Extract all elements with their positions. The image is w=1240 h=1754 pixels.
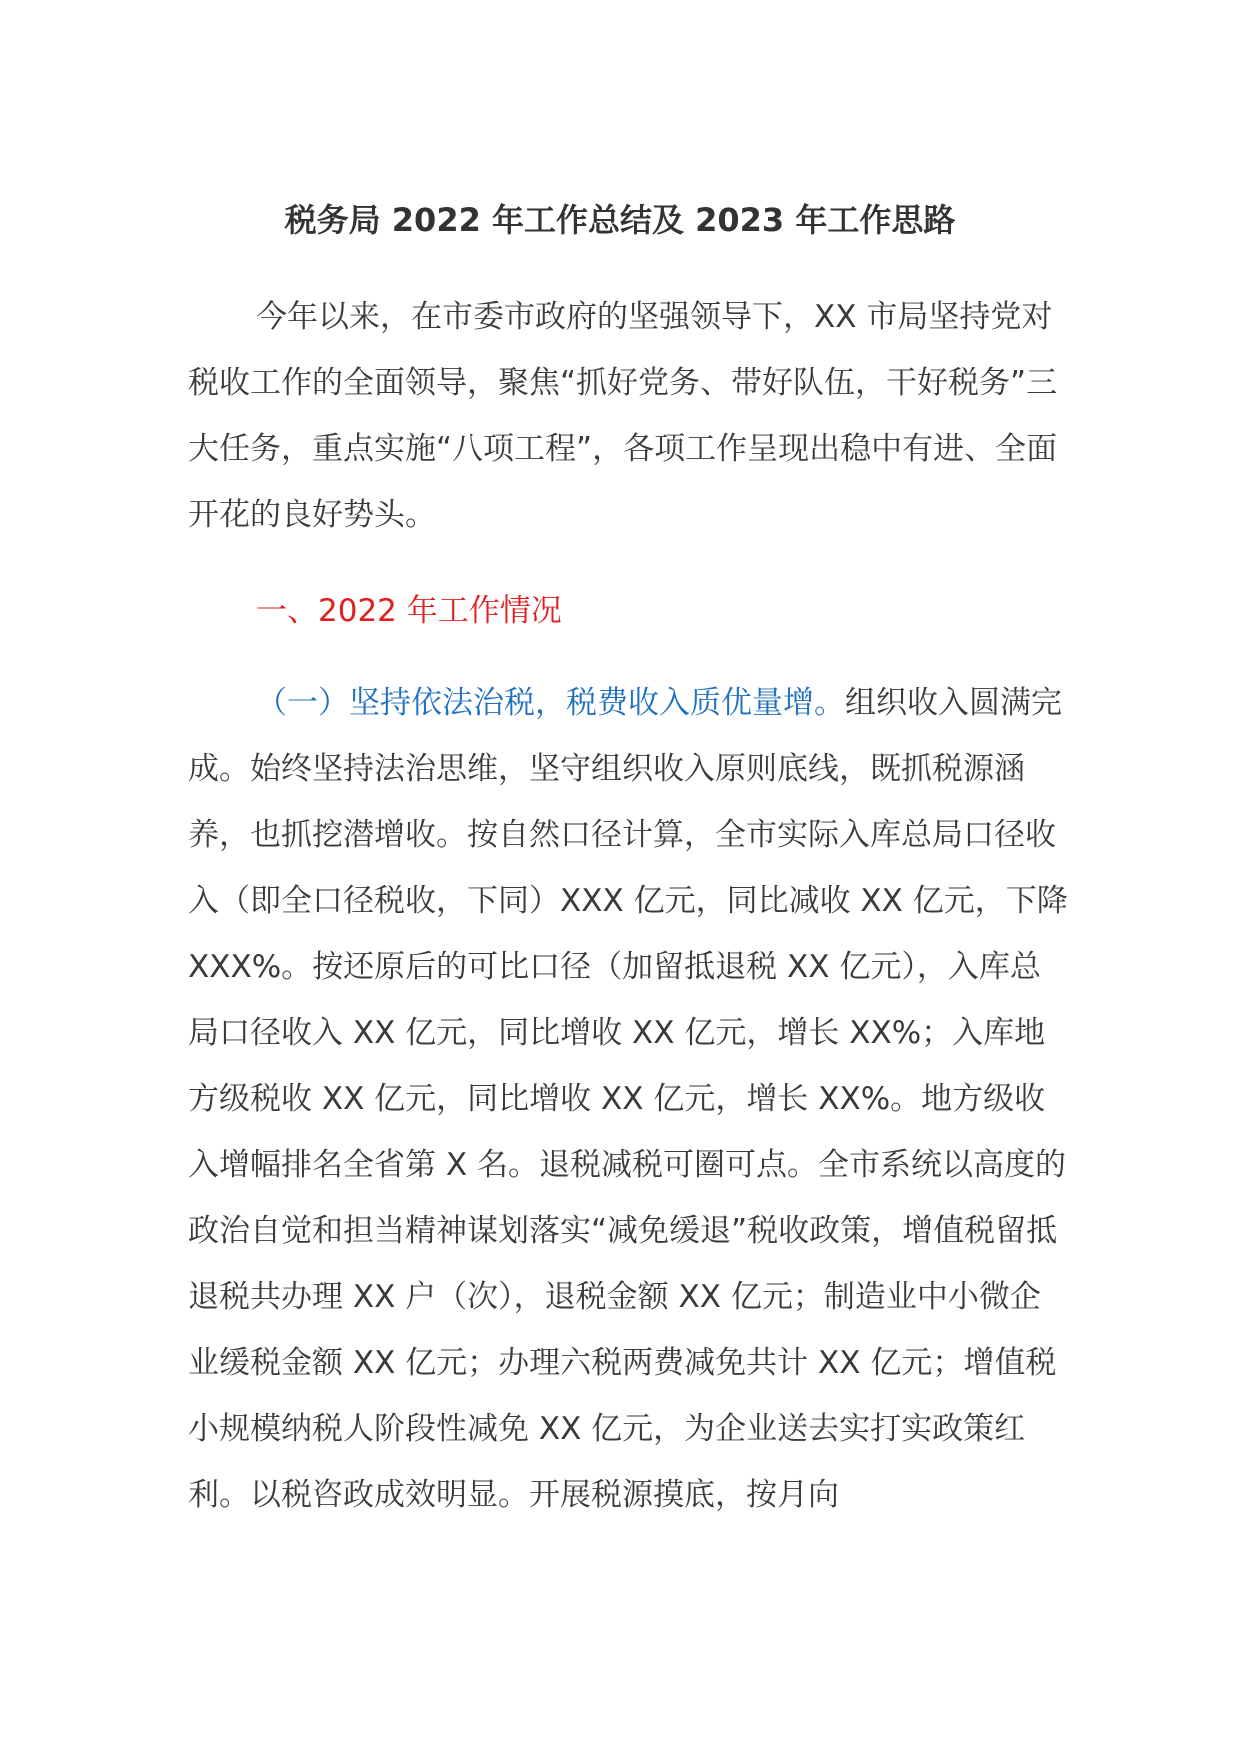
subsection-heading: （一）坚持依法治税，税费收入质优量增。: [256, 685, 845, 721]
subsection-body: 组织收入圆满完成。始终坚持法治思维，坚守组织收入原则底线，既抓税源涵养，也抓挖潜增收。按自然口径计算，全市实际入库总局口径收入（即全口径税收，下同）XXX 亿元，同比减收 XX 亿元，下降 XXX%。按还原后的可比口径（加留抵退税 XX 亿元），入库总局口径收入 XX 亿元，同比增收 XX 亿元，增长 XX%；入库地方级税收 XX 亿元，同比增收 XX 亿元，增长 XX%。地方级收入增幅排名全省第 X 名。退税减税可圈可点。全市系统以高度的政治自觉和担当精神谋划落实“减免缓退”税收政策，增值税留抵退税共办理 XX 户（次），退税金额 XX 亿元；制造业中小微企业缓税金额 XX 亿元；办理六税两费减免共计 XX 亿元；增值税小规模纳税人阶段性减免 XX 亿元，为企业送去实打实政策红利。以税咨政成效明显。开展税源摸底，按月向: [188, 685, 1068, 1513]
intro-paragraph: 今年以来，在市委市政府的坚强领导下，XX 市局坚持党对税收工作的全面领导，聚焦“抓好党务、带好队伍，干好税务”三大任务，重点实施“八项工程”，各项工作呈现出稳中有进、全面开花的良好势头。: [188, 299, 1058, 533]
section-heading: 一、2022 年工作情况: [256, 593, 562, 629]
document-title: 税务局 2022 年工作总结及 2023 年工作思路: [284, 201, 956, 239]
body-paragraph: [188, 670, 1068, 1528]
